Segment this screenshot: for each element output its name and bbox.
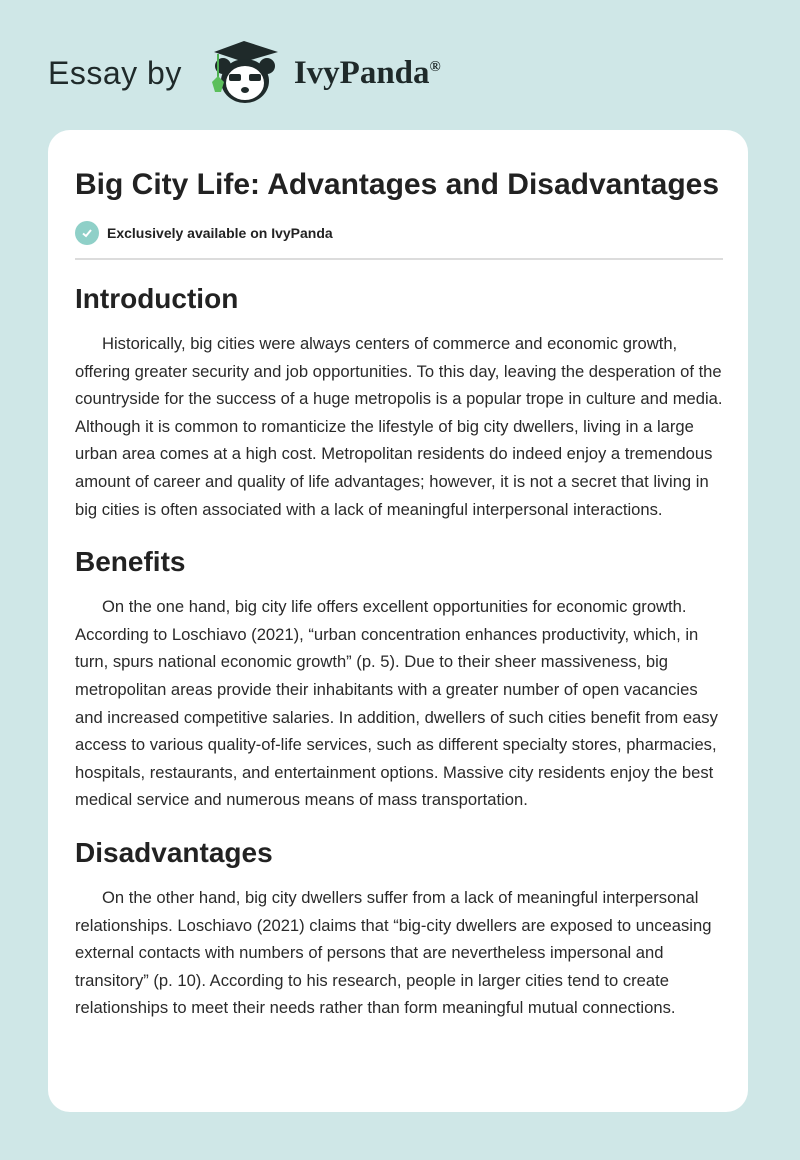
registered-mark: ® xyxy=(429,58,441,75)
essay-title: Big City Life: Advantages and Disadvantages xyxy=(75,168,720,201)
brand-text: IvyPanda xyxy=(293,54,430,91)
site-header xyxy=(48,38,441,108)
exclusive-badge xyxy=(75,221,723,245)
panda-logo-icon xyxy=(200,38,288,108)
section-heading: Disadvantages xyxy=(75,836,273,868)
section-disadvantages xyxy=(75,836,723,1022)
brand-name xyxy=(294,55,441,92)
exclusive-text: Exclusively available on IvyPanda xyxy=(107,225,333,241)
section-paragraph: On the other hand, big city dwellers suffer from a lack of meaningful interpersonal relationships. Loschiavo (2021) claims that “big-city dwellers are exposed to unceasing external contacts with numbers of persons that are nevertheless impersonal and transitory” (p. 10). According to his research, people in larger cities tend to create relationships to meet their needs rather than form meaningful mutual connections. xyxy=(75,887,712,1018)
check-icon xyxy=(75,221,99,245)
essay-card xyxy=(48,130,748,1112)
divider xyxy=(75,258,723,260)
section-introduction xyxy=(75,282,723,523)
section-heading: Introduction xyxy=(75,283,239,314)
section-paragraph: On the one hand, big city life offers excellent opportunities for economic growth. According to Loschiavo (2021), “urban concentration enhances productivity, which, in turn, spurs national economic growth” (p. 5). Due to their sheer massiveness, big metropolitan areas provide their inhabitants with a greater number of open vacancies and increased competitive salaries. In addition, dwellers of such cities benefit from easy access to various quality-of-life services, such as different specialty stores, pharmacies, hospitals, restaurants, and entertainment options. Massive city residents enjoy the best medical service and numerous means of mass transportation. xyxy=(75,597,718,810)
section-heading: Benefits xyxy=(75,546,186,578)
section-paragraph: Historically, big cities were always centers of commerce and economic growth, offering greater security and job opportunities. To this day, leaving the desperation of the countryside for the success of a huge metropolis is a popular trope in culture and media. Although it is common to romanticize the lifestyle of big city dwellers, living in a large urban area comes at a high cost. Metropolitan residents do indeed enjoy a tremendous amount of career and quality of life advantages; however, it is not a secret that living in big cities is often associated with a lack of meaningful interpersonal interactions. xyxy=(75,334,723,519)
section-benefits xyxy=(75,545,723,814)
essay-by-label: Essay by xyxy=(48,54,182,91)
